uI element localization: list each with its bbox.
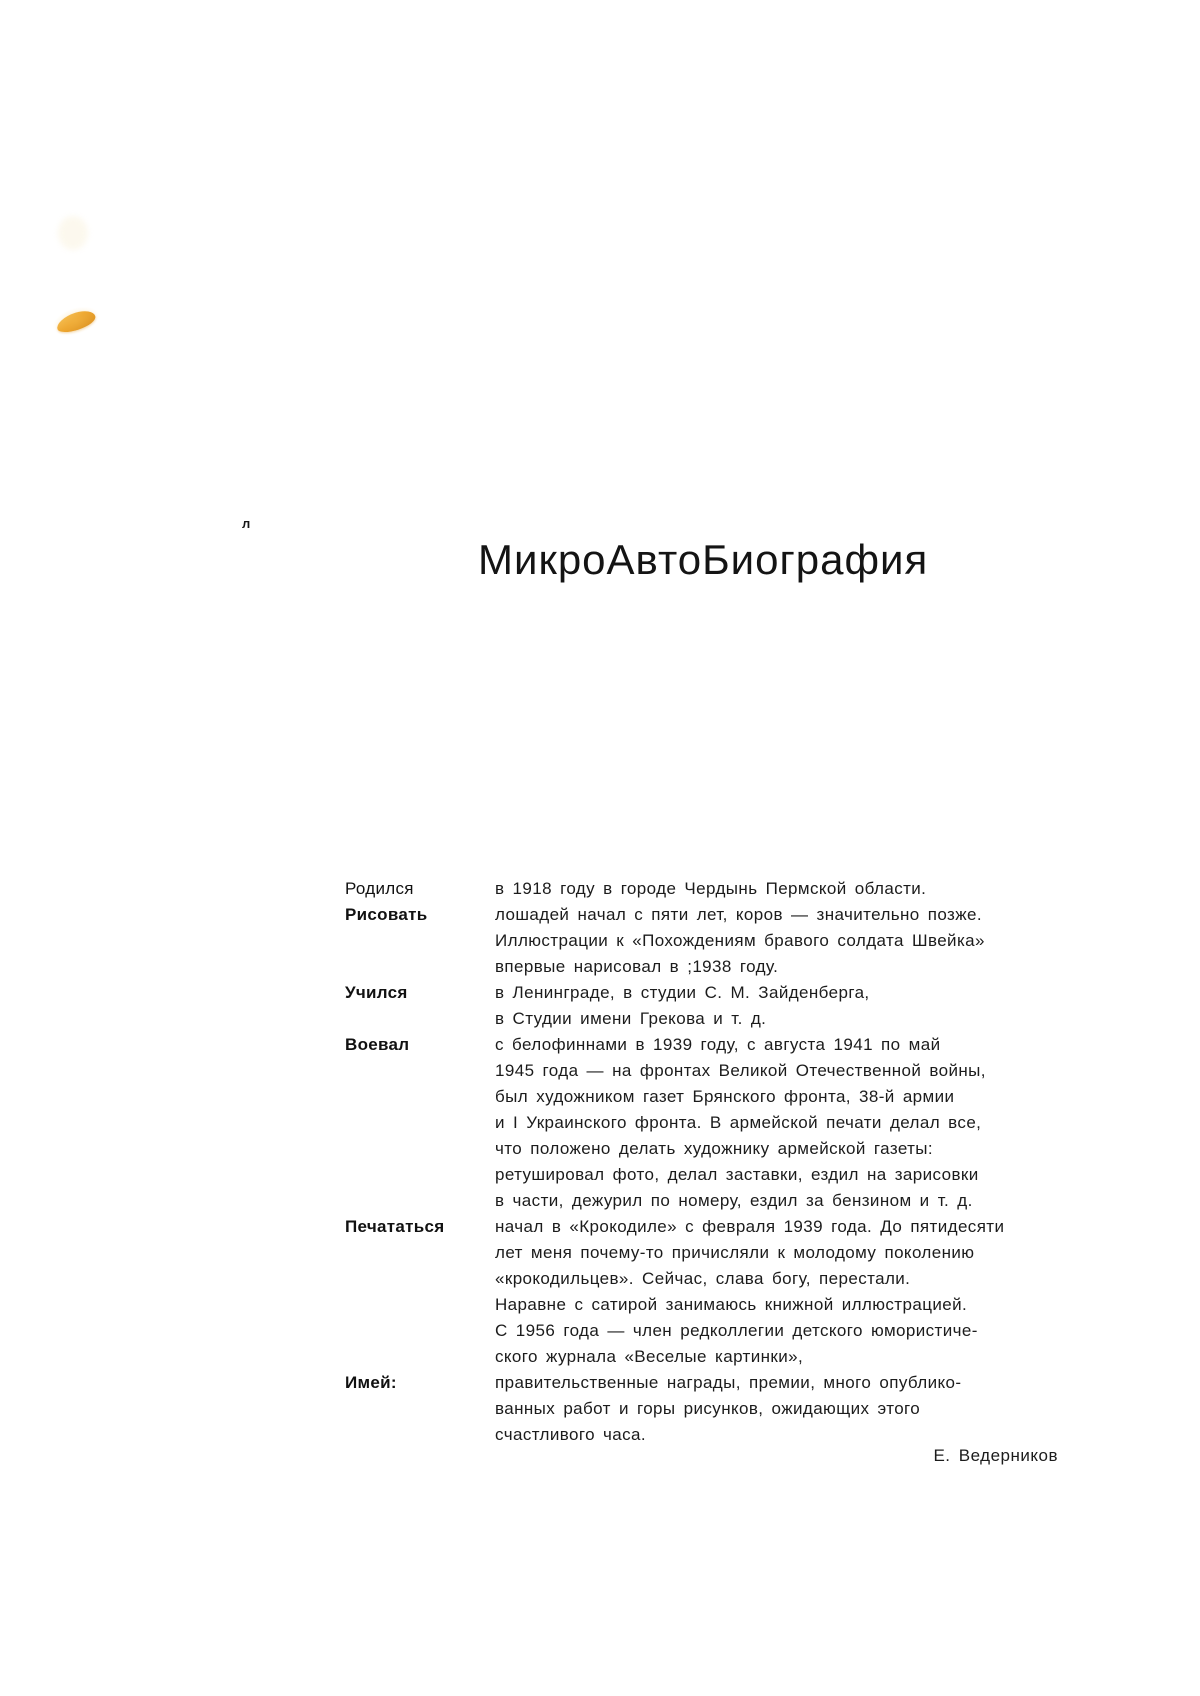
bio-text: впервые нарисовал в ;1938 году. [495, 957, 779, 976]
bio-text: и I Украинского фронта. В армейской печати делал все, [495, 1113, 982, 1132]
bio-row [345, 902, 1025, 928]
bio-label [345, 1344, 495, 1370]
bio-row [345, 876, 1025, 902]
bio-text: ретушировал фото, делал заставки, ездил на зарисовки [495, 1165, 979, 1184]
bio-text: «крокодильцев». Сейчас, слава богу, перестали. [495, 1269, 911, 1288]
bio-row [345, 1266, 1025, 1292]
bio-text: правительственные награды, премии, много опублико- [495, 1373, 962, 1392]
bio-text: лет меня почему-то причисляли к молодому поколению [495, 1243, 975, 1262]
faint-stain [58, 216, 88, 250]
bio-row [345, 1058, 1025, 1084]
page-title: МикроАвтоБиография [478, 536, 929, 583]
bio-text: ванных работ и горы рисунков, ожидающих этого [495, 1399, 921, 1418]
bio-label [345, 1266, 495, 1292]
bio-text: в 1918 году в городе Чердынь Пермской области. [495, 879, 927, 898]
bio-text: был художником газет Брянского фронта, 38-й армии [495, 1087, 955, 1106]
bio-row [345, 1162, 1025, 1188]
bio-text: с белофиннами в 1939 году, с августа 1941 по май [495, 1035, 941, 1054]
stray-letter-artifact: л [242, 516, 251, 531]
bio-row [345, 1214, 1025, 1240]
bio-row [345, 1422, 1025, 1448]
bio-text: счастливого часа. [495, 1425, 647, 1444]
bio-text: Иллюстрации к «Похождениям бравого солдата Швейка» [495, 931, 985, 950]
bio-row [345, 1006, 1025, 1032]
biography-block [345, 876, 1025, 1448]
bio-label [345, 1006, 495, 1032]
bio-row [345, 980, 1025, 1006]
bio-label: Воевал [345, 1035, 410, 1054]
bio-text: ского журнала «Веселые картинки», [495, 1347, 804, 1366]
bio-row [345, 1370, 1025, 1396]
bio-label: Имей: [345, 1373, 397, 1392]
bio-label [345, 1396, 495, 1422]
bio-label [345, 954, 495, 980]
bio-text: лошадей начал с пяти лет, коров — значительно позже. [495, 905, 982, 924]
author-signature: Е. Ведерников [933, 1446, 1058, 1465]
bio-label [345, 1292, 495, 1318]
orange-ink-smudge [54, 307, 97, 336]
bio-label [345, 928, 495, 954]
bio-row [345, 954, 1025, 980]
bio-text: С 1956 года — член редколлегии детского юмористиче- [495, 1321, 978, 1340]
bio-row [345, 1292, 1025, 1318]
bio-label: Печататься [345, 1217, 445, 1236]
bio-text: в части, дежурил по номеру, ездил за бензином и т. д. [495, 1191, 973, 1210]
bio-row [345, 928, 1025, 954]
bio-label: Учился [345, 983, 408, 1002]
bio-row [345, 1344, 1025, 1370]
bio-label [345, 1084, 495, 1110]
bio-label [345, 1188, 495, 1214]
bio-text: в Студии имени Грекова и т. д. [495, 1009, 767, 1028]
bio-text: Наравне с сатирой занимаюсь книжной иллюстрацией. [495, 1295, 968, 1314]
bio-label: Рисовать [345, 905, 428, 924]
bio-label [345, 1422, 495, 1448]
bio-row [345, 1032, 1025, 1058]
bio-text: что положено делать художнику армейской газеты: [495, 1139, 934, 1158]
bio-row [345, 1240, 1025, 1266]
bio-label [345, 1162, 495, 1188]
bio-label [345, 1110, 495, 1136]
bio-label: Родился [345, 879, 414, 898]
bio-row [345, 1396, 1025, 1422]
bio-text: 1945 года — на фронтах Великой Отечественной войны, [495, 1061, 986, 1080]
bio-row [345, 1318, 1025, 1344]
bio-row [345, 1188, 1025, 1214]
bio-label [345, 1318, 495, 1344]
bio-label [345, 1240, 495, 1266]
bio-label [345, 1058, 495, 1084]
bio-row [345, 1136, 1025, 1162]
bio-text: в Ленинграде, в студии С. М. Зайденберга, [495, 983, 870, 1002]
bio-row [345, 1110, 1025, 1136]
bio-row [345, 1084, 1025, 1110]
bio-label [345, 1136, 495, 1162]
bio-text: начал в «Крокодиле» с февраля 1939 года. До пятидесяти [495, 1217, 1005, 1236]
